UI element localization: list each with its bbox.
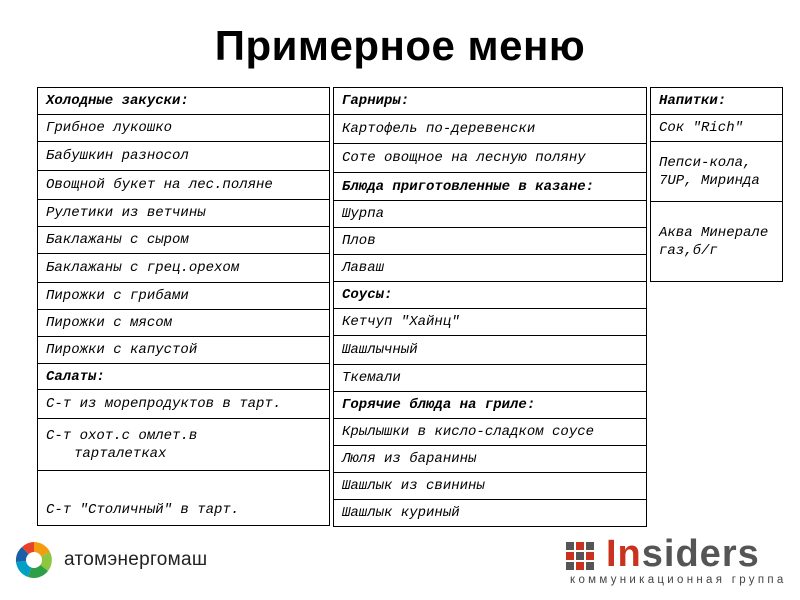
menu-item: Аква Минерале газ,б/г	[651, 202, 783, 282]
salads-header: Салаты:	[38, 364, 330, 390]
menu-item: Грибное лукошко	[38, 115, 330, 142]
menu-item: Лаваш	[334, 255, 647, 282]
insiders-logo-subtitle: коммуникационная группа	[570, 574, 787, 586]
menu-item: С-т из морепродуктов в тарт.	[38, 390, 330, 419]
drinks-header: Напитки:	[651, 88, 783, 115]
menu-item: С-т "Столичный" в тарт.	[38, 471, 330, 526]
menu-item: Крылышки в кисло-сладком соусе	[334, 419, 647, 446]
menu-item: Шурпа	[334, 201, 647, 228]
atomenergomash-logo-text: атомэнергомаш	[64, 549, 208, 570]
menu-item: Пирожки с грибами	[38, 283, 330, 310]
garnish-header: Гарниры:	[334, 88, 647, 115]
menu-item: Пирожки с капустой	[38, 337, 330, 364]
menu-item: Картофель по-деревенски	[334, 115, 647, 144]
menu-item: Шашлычный	[334, 336, 647, 365]
insiders-logo-word: Insiders	[606, 533, 760, 575]
menu-item: Баклажаны с грец.орехом	[38, 254, 330, 283]
menu-item: Пепси-кола, 7UP, Миринда	[651, 142, 783, 202]
grill-header: Горячие блюда на гриле:	[334, 392, 647, 419]
atomenergomash-logo	[14, 538, 207, 582]
drinks-table	[650, 87, 783, 282]
salad-line-2: тарталетках	[74, 445, 167, 462]
kazan-header: Блюда приготовленные в казане:	[334, 173, 647, 201]
menu-item: Шашлык куриный	[334, 500, 647, 527]
menu-item: Овощной букет на лес.поляне	[38, 171, 330, 200]
garnish-table	[333, 87, 647, 527]
page-title: Примерное меню	[214, 22, 586, 69]
menu-item: Люля из баранины	[334, 446, 647, 473]
menu-item: Рулетики из ветчины	[38, 200, 330, 227]
menu-item: Плов	[334, 228, 647, 255]
insiders-logo-squares	[566, 542, 602, 572]
menu-item: Кетчуп "Хайнц"	[334, 309, 647, 336]
insiders-logo	[566, 533, 787, 588]
menu-item: Пирожки с мясом	[38, 310, 330, 337]
menu-item: Бабушкин разносол	[38, 142, 330, 171]
cold-snacks-table	[37, 87, 330, 526]
salad-line-1: С-т охот.с омлет.в	[46, 427, 198, 444]
sauces-header: Соусы:	[334, 282, 647, 309]
menu-item: Шашлык из свинины	[334, 473, 647, 500]
menu-item: Соте овощное на лесную поляну	[334, 144, 647, 173]
atomenergomash-logo-mark	[14, 540, 54, 580]
cold-snacks-header: Холодные закуски:	[38, 88, 330, 115]
menu-item	[38, 419, 330, 471]
menu-item: Баклажаны с сыром	[38, 227, 330, 254]
menu-item: Ткемали	[334, 365, 647, 392]
menu-item: Сок "Rich"	[651, 115, 783, 142]
